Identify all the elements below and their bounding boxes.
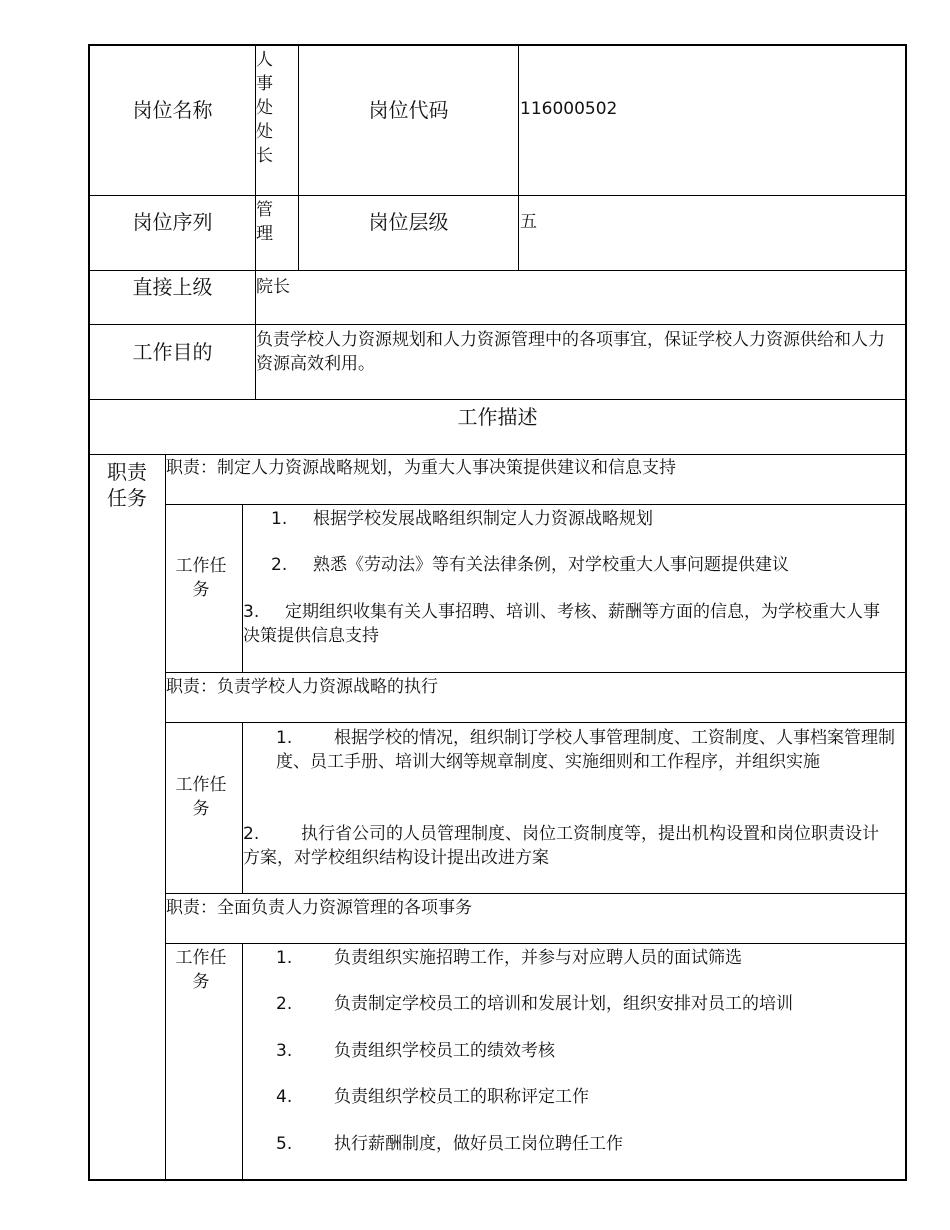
task-text: 负责组织学校员工的职称评定工作 <box>334 1087 589 1107</box>
task-number: 2. <box>271 555 288 575</box>
sequence-value: 管理 <box>256 200 273 244</box>
task-item <box>276 1085 589 1109</box>
task-number: 2. <box>276 994 293 1014</box>
duty-title: 职责：全面负责人力资源管理的各项事务 <box>166 898 472 918</box>
task-item <box>276 992 793 1016</box>
task-number: 1. <box>276 728 293 748</box>
task-item <box>243 822 891 870</box>
position-name-label: 岗位名称 <box>132 98 213 122</box>
task-item <box>243 600 891 648</box>
task-label: 工作任务 <box>175 556 227 600</box>
task-item <box>276 1039 555 1063</box>
task-text: 负责组织学校员工的绩效考核 <box>334 1041 555 1061</box>
task-number: 5. <box>276 1134 293 1154</box>
task-item <box>276 1132 623 1156</box>
superior-value: 院长 <box>256 277 290 297</box>
duty-title: 职责：制定人力资源战略规划，为重大人事决策提供建议和信息支持 <box>166 458 676 478</box>
position-code-label: 岗位代码 <box>368 98 449 122</box>
task-number: 3. <box>243 602 260 622</box>
position-code-value: 116000502 <box>520 99 618 119</box>
duties-label: 职责任务 <box>107 460 147 510</box>
task-number: 2. <box>243 824 260 844</box>
task-text: 负责制定学校员工的培训和发展计划，组织安排对员工的培训 <box>334 994 793 1014</box>
purpose-label: 工作目的 <box>132 340 213 364</box>
task-text: 负责组织实施招聘工作，并参与对应聘人员的面试筛选 <box>334 948 742 968</box>
task-item <box>276 726 898 774</box>
position-name-value: 人事处处长 <box>256 50 273 166</box>
task-text: 根据学校的情况，组织制订学校人事管理制度、工资制度、人事档案管理制度、员工手册、培训大纲等规章制度、实施细则和工作程序，并组织实施 <box>276 728 895 772</box>
task-text: 执行薪酬制度，做好员工岗位聘任工作 <box>334 1134 623 1154</box>
description-header: 工作描述 <box>457 405 538 429</box>
level-label: 岗位层级 <box>368 210 449 234</box>
task-number: 1. <box>271 509 288 529</box>
task-text: 执行省公司的人员管理制度、岗位工资制度等，提出机构设置和岗位职责设计方案，对学校组织结构设计提出改进方案 <box>243 824 879 868</box>
task-text: 定期组织收集有关人事招聘、培训、考核、薪酬等方面的信息，为学校重大人事决策提供信息支持 <box>243 602 880 646</box>
duty-title: 职责：负责学校人力资源战略的执行 <box>166 677 438 697</box>
task-number: 1. <box>276 948 293 968</box>
task-label: 工作任务 <box>175 775 227 819</box>
task-label: 工作任务 <box>175 948 227 992</box>
superior-label: 直接上级 <box>132 275 213 299</box>
task-text: 熟悉《劳动法》等有关法律条例，对学校重大人事问题提供建议 <box>313 555 789 575</box>
purpose-value: 负责学校人力资源规划和人力资源管理中的各项事宜，保证学校人力资源供给和人力资源高效利用。 <box>256 330 885 374</box>
task-number: 4. <box>276 1087 293 1107</box>
task-text: 根据学校发展战略组织制定人力资源战略规划 <box>313 509 653 529</box>
sequence-label: 岗位序列 <box>132 210 213 234</box>
task-item <box>271 553 789 577</box>
level-value: 五 <box>520 212 537 232</box>
task-item <box>276 946 742 970</box>
task-number: 3. <box>276 1041 293 1061</box>
task-item <box>271 507 653 531</box>
